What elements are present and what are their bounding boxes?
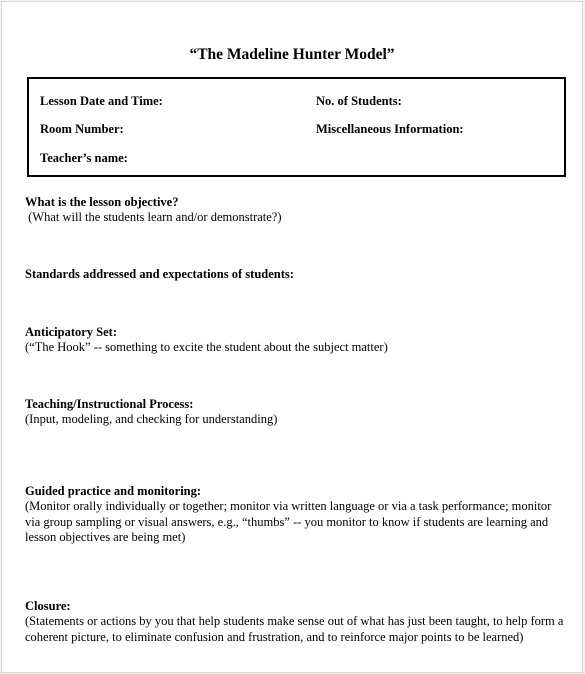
room-number-label: Room Number: bbox=[40, 122, 124, 136]
section-description: (“The Hook” -- something to excite the student about the subject matter) bbox=[25, 340, 388, 354]
section-heading: Anticipatory Set: bbox=[25, 325, 117, 339]
misc-info-label: Miscellaneous Information: bbox=[316, 122, 464, 136]
teacher-name-label: Teacher’s name: bbox=[40, 151, 128, 165]
section-heading: Standards addressed and expectations of students: bbox=[25, 267, 294, 281]
section-lesson-objective bbox=[25, 195, 565, 226]
section-closure bbox=[25, 599, 565, 645]
section-heading: What is the lesson objective? bbox=[25, 195, 179, 209]
section-description: (What will the students learn and/or demonstrate?) bbox=[25, 210, 282, 224]
lesson-info-box bbox=[27, 77, 566, 177]
section-heading: Guided practice and monitoring: bbox=[25, 484, 202, 498]
section-description: (Statements or actions by you that help students make sense out of what has just been taught, to help form a coherent picture, to eliminate confusion and frustration, and to reinforce major points to be learned) bbox=[25, 614, 564, 644]
document-page bbox=[1, 1, 583, 673]
document-title: “The Madeline Hunter Model” bbox=[189, 46, 395, 63]
section-heading: Teaching/Instructional Process: bbox=[25, 397, 194, 411]
section-teaching-process bbox=[25, 397, 565, 428]
section-standards bbox=[25, 267, 565, 282]
section-description: (Input, modeling, and checking for understanding) bbox=[25, 412, 278, 426]
section-heading: Closure: bbox=[25, 599, 71, 613]
num-students-label: No. of Students: bbox=[316, 94, 402, 108]
section-anticipatory-set bbox=[25, 325, 565, 356]
section-guided-practice bbox=[25, 484, 565, 546]
lesson-date-label: Lesson Date and Time: bbox=[40, 94, 163, 108]
section-description: (Monitor orally individually or together; monitor via written language or via a task performance; monitor via group sampling or visual answers, e.g., “thumbs” -- you monitor to know if students are learning and lesson objectives are being met) bbox=[25, 499, 552, 544]
